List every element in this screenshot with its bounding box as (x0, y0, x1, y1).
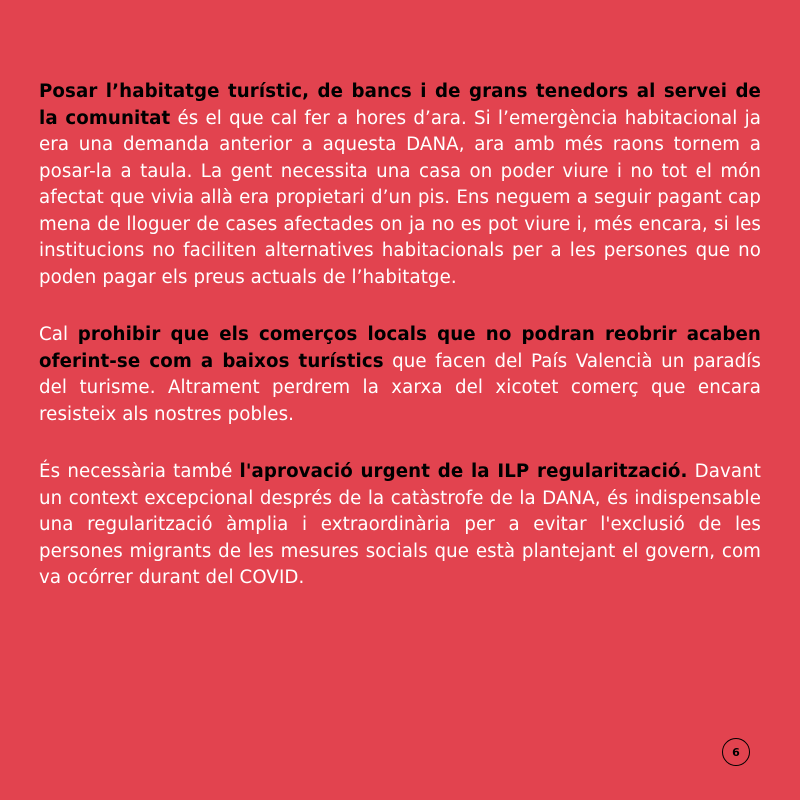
paragraph-local-commerce-text: que facen del País Valencià un paradís del turisme. Altrament perdrem la xarxa del xicotet comerç que encara resisteix als nostres pobles. (39, 350, 761, 425)
paragraph-housing-text: és el que cal fer a hores d’ara. Si l’emergència habitacional ja era una demanda anterior a aquesta DANA, ara amb més raons tornem a posar-la a taula. La gent necessita una casa on poder viure i no tot el món afectat que vivia allà era propietari d’un pis. Ens neguem a seguir pagant cap mena de lloguer de cases afectades on ja no es pot viure i, més encara, si les institucions no faciliten alternatives habitacionals per a les persones que no poden pagar els preus actuals de l’habitatge. (39, 107, 761, 288)
paragraph-local-commerce (39, 322, 761, 428)
paragraph-housing-emphasis: Posar l’habitatge turístic, de bancs i de grans tenedors al servei de la comunitat (39, 81, 761, 129)
paragraph-regularization-text: Davant un context excepcional després de la catàstrofe de la DANA, és indispensable una regularització àmplia i extraordinària per a evitar l'exclusió de les persones migrants de les mesures socials que està plantejant el govern, com va ocórrer durant del COVID. (39, 461, 761, 588)
paragraph-local-commerce-lead: Cal (39, 324, 78, 345)
page-number-badge (722, 738, 750, 766)
paragraph-regularization-lead: És necessària també (39, 461, 240, 482)
page-number: 6 (732, 745, 740, 759)
paragraph-housing (39, 79, 761, 291)
paragraph-regularization (39, 459, 761, 592)
document-body (39, 79, 761, 623)
paragraph-regularization-emphasis: l'aprovació urgent de la ILP regularització. (239, 461, 688, 482)
paragraph-local-commerce-emphasis: prohibir que els comerços locals que no podran reobrir acaben oferint-se com a baixos turístics (39, 324, 761, 372)
